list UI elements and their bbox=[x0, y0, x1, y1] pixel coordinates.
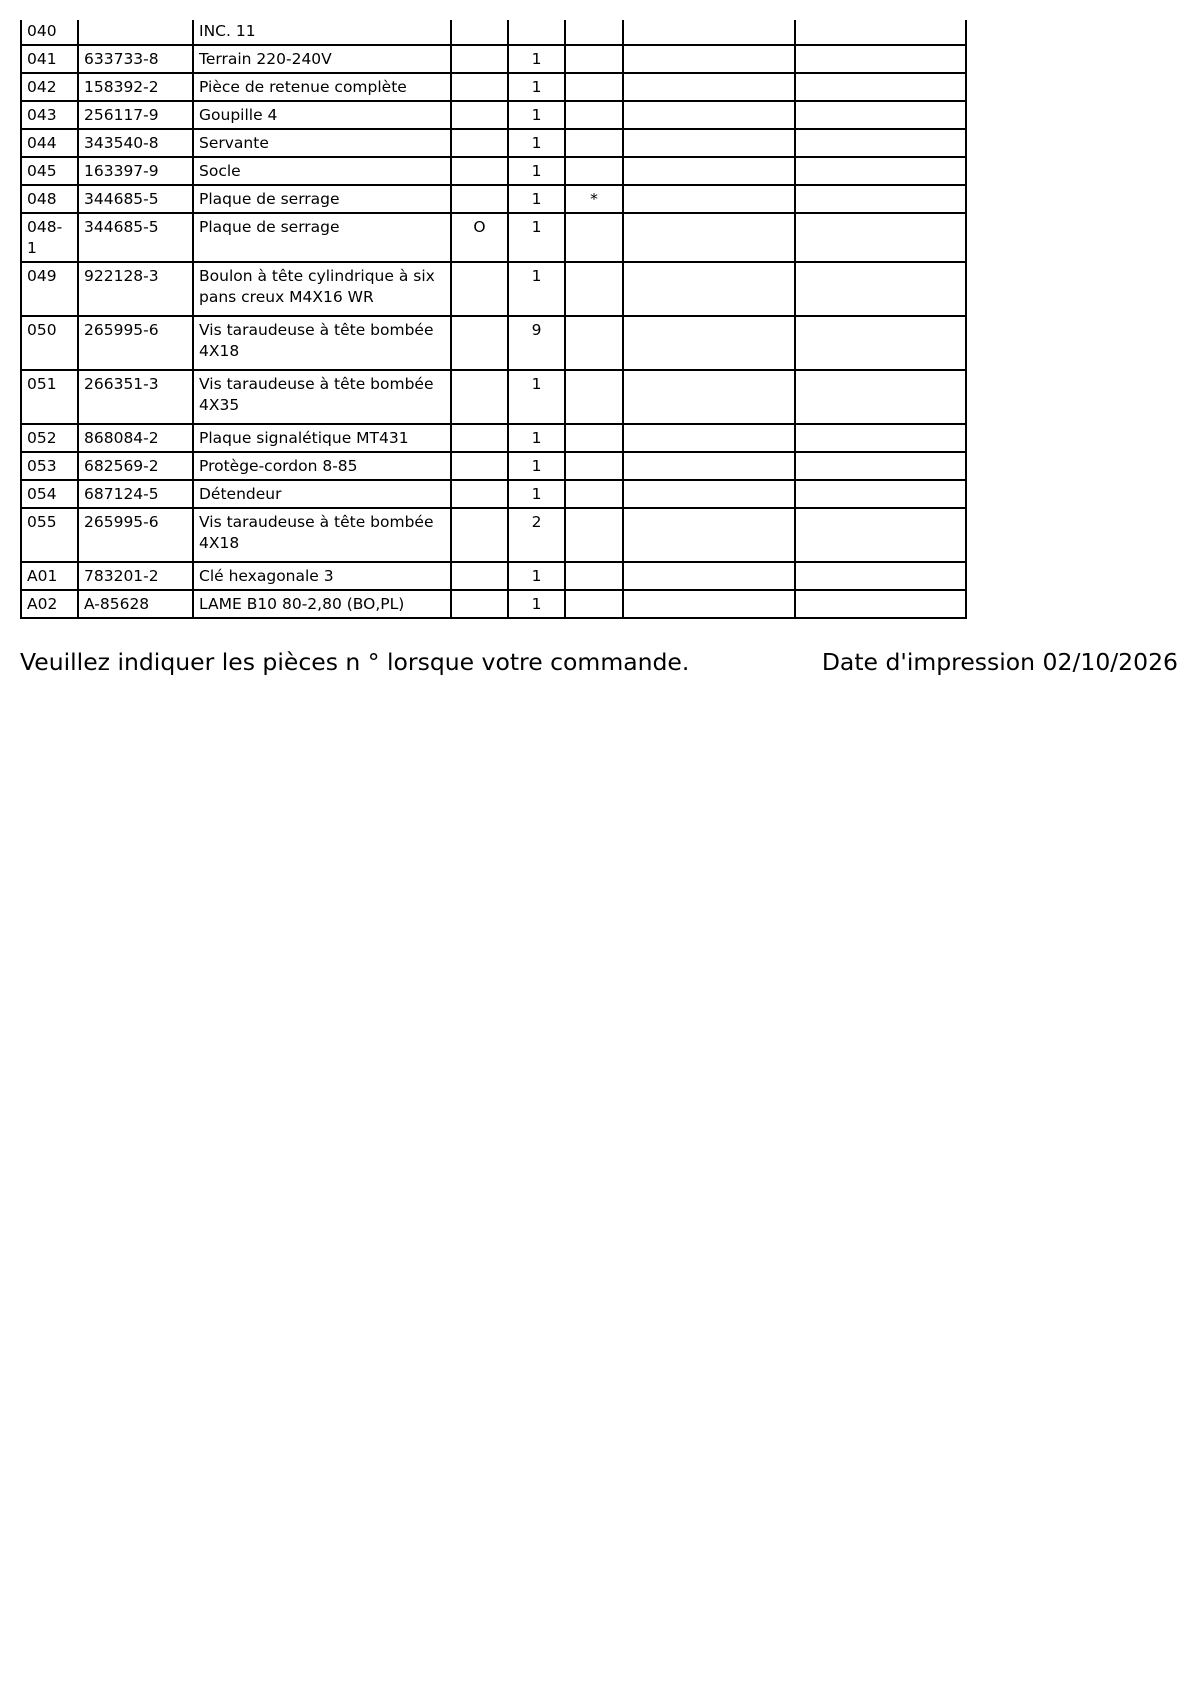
reference-number-cell: 158392-2 bbox=[78, 73, 193, 101]
note-cell bbox=[565, 157, 623, 185]
table-row bbox=[21, 508, 966, 562]
reference-number-cell: 344685-5 bbox=[78, 213, 193, 262]
quantity-cell: 1 bbox=[508, 562, 565, 590]
description-cell: Boulon à tête cylindrique à six pans creux M4X16 WR bbox=[193, 262, 451, 316]
mark-cell bbox=[451, 452, 508, 480]
description-cell: Plaque de serrage bbox=[193, 185, 451, 213]
empty-cell-cell bbox=[795, 480, 966, 508]
mark-cell bbox=[451, 424, 508, 452]
note-cell bbox=[565, 480, 623, 508]
part-number-cell: 045 bbox=[21, 157, 78, 185]
quantity-cell: 1 bbox=[508, 213, 565, 262]
mark-cell bbox=[451, 316, 508, 370]
description-cell: Vis taraudeuse à tête bombée 4X35 bbox=[193, 370, 451, 424]
table-row bbox=[21, 480, 966, 508]
mark-cell bbox=[451, 590, 508, 618]
table-row bbox=[21, 316, 966, 370]
mark-cell bbox=[451, 73, 508, 101]
quantity-cell: 1 bbox=[508, 45, 565, 73]
empty-cell-cell bbox=[623, 316, 795, 370]
quantity-cell: 9 bbox=[508, 316, 565, 370]
note-cell bbox=[565, 590, 623, 618]
note-cell bbox=[565, 316, 623, 370]
empty-cell-cell bbox=[795, 424, 966, 452]
print-date: Date d'impression 02/10/2026 bbox=[821, 648, 1178, 676]
empty-cell-cell bbox=[795, 370, 966, 424]
empty-cell-cell bbox=[795, 73, 966, 101]
note-cell bbox=[565, 20, 623, 45]
quantity-cell: 1 bbox=[508, 73, 565, 101]
table-row bbox=[21, 20, 966, 45]
part-number-cell: 048-1 bbox=[21, 213, 78, 262]
part-number-cell: 048 bbox=[21, 185, 78, 213]
empty-cell-cell bbox=[623, 262, 795, 316]
empty-cell-cell bbox=[623, 185, 795, 213]
empty-cell-cell bbox=[795, 185, 966, 213]
quantity-cell bbox=[508, 20, 565, 45]
quantity-cell: 2 bbox=[508, 508, 565, 562]
empty-cell-cell bbox=[623, 370, 795, 424]
table-row bbox=[21, 157, 966, 185]
reference-number-cell: 922128-3 bbox=[78, 262, 193, 316]
quantity-cell: 1 bbox=[508, 157, 565, 185]
empty-cell-cell bbox=[623, 590, 795, 618]
quantity-cell: 1 bbox=[508, 101, 565, 129]
note-cell bbox=[565, 508, 623, 562]
table-row bbox=[21, 562, 966, 590]
part-number-cell: 044 bbox=[21, 129, 78, 157]
empty-cell-cell bbox=[795, 157, 966, 185]
empty-cell-cell bbox=[795, 562, 966, 590]
note-cell bbox=[565, 213, 623, 262]
empty-cell-cell bbox=[623, 157, 795, 185]
part-number-cell: 051 bbox=[21, 370, 78, 424]
order-instruction: Veuillez indiquer les pièces n ° lorsque votre commande. bbox=[20, 648, 690, 676]
empty-cell-cell bbox=[795, 101, 966, 129]
empty-cell-cell bbox=[623, 20, 795, 45]
empty-cell-cell bbox=[623, 73, 795, 101]
description-cell: Goupille 4 bbox=[193, 101, 451, 129]
part-number-cell: 042 bbox=[21, 73, 78, 101]
reference-number-cell: 266351-3 bbox=[78, 370, 193, 424]
part-number-cell: 053 bbox=[21, 452, 78, 480]
description-cell: Protège-cordon 8-85 bbox=[193, 452, 451, 480]
empty-cell-cell bbox=[623, 424, 795, 452]
description-cell: Vis taraudeuse à tête bombée 4X18 bbox=[193, 508, 451, 562]
description-cell: Détendeur bbox=[193, 480, 451, 508]
mark-cell bbox=[451, 370, 508, 424]
table-row bbox=[21, 129, 966, 157]
reference-number-cell: 265995-6 bbox=[78, 508, 193, 562]
mark-cell bbox=[451, 45, 508, 73]
part-number-cell: 041 bbox=[21, 45, 78, 73]
empty-cell-cell bbox=[795, 45, 966, 73]
mark-cell: O bbox=[451, 213, 508, 262]
reference-number-cell: 343540-8 bbox=[78, 129, 193, 157]
note-cell bbox=[565, 101, 623, 129]
parts-table-body bbox=[21, 20, 966, 618]
description-cell: INC. 11 bbox=[193, 20, 451, 45]
part-number-cell: 040 bbox=[21, 20, 78, 45]
part-number-cell: A02 bbox=[21, 590, 78, 618]
empty-cell-cell bbox=[623, 129, 795, 157]
part-number-cell: A01 bbox=[21, 562, 78, 590]
part-number-cell: 054 bbox=[21, 480, 78, 508]
mark-cell bbox=[451, 101, 508, 129]
empty-cell-cell bbox=[623, 508, 795, 562]
note-cell bbox=[565, 424, 623, 452]
note-cell bbox=[565, 370, 623, 424]
empty-cell-cell bbox=[795, 213, 966, 262]
reference-number-cell: 265995-6 bbox=[78, 316, 193, 370]
table-row bbox=[21, 101, 966, 129]
empty-cell-cell bbox=[623, 452, 795, 480]
part-number-cell: 052 bbox=[21, 424, 78, 452]
empty-cell-cell bbox=[795, 452, 966, 480]
empty-cell-cell bbox=[795, 20, 966, 45]
description-cell: LAME B10 80-2,80 (BO,PL) bbox=[193, 590, 451, 618]
table-row bbox=[21, 45, 966, 73]
empty-cell-cell bbox=[623, 213, 795, 262]
description-cell: Plaque de serrage bbox=[193, 213, 451, 262]
reference-number-cell: 687124-5 bbox=[78, 480, 193, 508]
mark-cell bbox=[451, 185, 508, 213]
note-cell bbox=[565, 129, 623, 157]
quantity-cell: 1 bbox=[508, 262, 565, 316]
empty-cell-cell bbox=[623, 562, 795, 590]
quantity-cell: 1 bbox=[508, 480, 565, 508]
quantity-cell: 1 bbox=[508, 590, 565, 618]
mark-cell bbox=[451, 480, 508, 508]
note-cell: * bbox=[565, 185, 623, 213]
description-cell: Vis taraudeuse à tête bombée 4X18 bbox=[193, 316, 451, 370]
part-number-cell: 050 bbox=[21, 316, 78, 370]
table-row bbox=[21, 213, 966, 262]
part-number-cell: 049 bbox=[21, 262, 78, 316]
table-row bbox=[21, 370, 966, 424]
empty-cell-cell bbox=[623, 101, 795, 129]
reference-number-cell: 682569-2 bbox=[78, 452, 193, 480]
quantity-cell: 1 bbox=[508, 185, 565, 213]
quantity-cell: 1 bbox=[508, 370, 565, 424]
mark-cell bbox=[451, 129, 508, 157]
reference-number-cell: 633733-8 bbox=[78, 45, 193, 73]
parts-table bbox=[20, 20, 967, 619]
reference-number-cell: 163397-9 bbox=[78, 157, 193, 185]
quantity-cell: 1 bbox=[508, 452, 565, 480]
table-row bbox=[21, 262, 966, 316]
note-cell bbox=[565, 262, 623, 316]
note-cell bbox=[565, 452, 623, 480]
note-cell bbox=[565, 73, 623, 101]
mark-cell bbox=[451, 20, 508, 45]
quantity-cell: 1 bbox=[508, 424, 565, 452]
part-number-cell: 043 bbox=[21, 101, 78, 129]
empty-cell-cell bbox=[795, 262, 966, 316]
empty-cell-cell bbox=[623, 45, 795, 73]
table-row bbox=[21, 73, 966, 101]
reference-number-cell: 868084-2 bbox=[78, 424, 193, 452]
description-cell: Socle bbox=[193, 157, 451, 185]
reference-number-cell: A-85628 bbox=[78, 590, 193, 618]
mark-cell bbox=[451, 562, 508, 590]
part-number-cell: 055 bbox=[21, 508, 78, 562]
quantity-cell: 1 bbox=[508, 129, 565, 157]
description-cell: Plaque signalétique MT431 bbox=[193, 424, 451, 452]
table-row bbox=[21, 185, 966, 213]
table-row bbox=[21, 590, 966, 618]
empty-cell-cell bbox=[795, 316, 966, 370]
description-cell: Terrain 220-240V bbox=[193, 45, 451, 73]
mark-cell bbox=[451, 508, 508, 562]
empty-cell-cell bbox=[795, 590, 966, 618]
description-cell: Pièce de retenue complète bbox=[193, 73, 451, 101]
reference-number-cell: 256117-9 bbox=[78, 101, 193, 129]
description-cell: Clé hexagonale 3 bbox=[193, 562, 451, 590]
empty-cell-cell bbox=[795, 508, 966, 562]
description-cell: Servante bbox=[193, 129, 451, 157]
empty-cell-cell bbox=[623, 480, 795, 508]
empty-cell-cell bbox=[795, 129, 966, 157]
reference-number-cell: 783201-2 bbox=[78, 562, 193, 590]
reference-number-cell bbox=[78, 20, 193, 45]
mark-cell bbox=[451, 262, 508, 316]
note-cell bbox=[565, 45, 623, 73]
mark-cell bbox=[451, 157, 508, 185]
note-cell bbox=[565, 562, 623, 590]
reference-number-cell: 344685-5 bbox=[78, 185, 193, 213]
table-row bbox=[21, 452, 966, 480]
table-row bbox=[21, 424, 966, 452]
